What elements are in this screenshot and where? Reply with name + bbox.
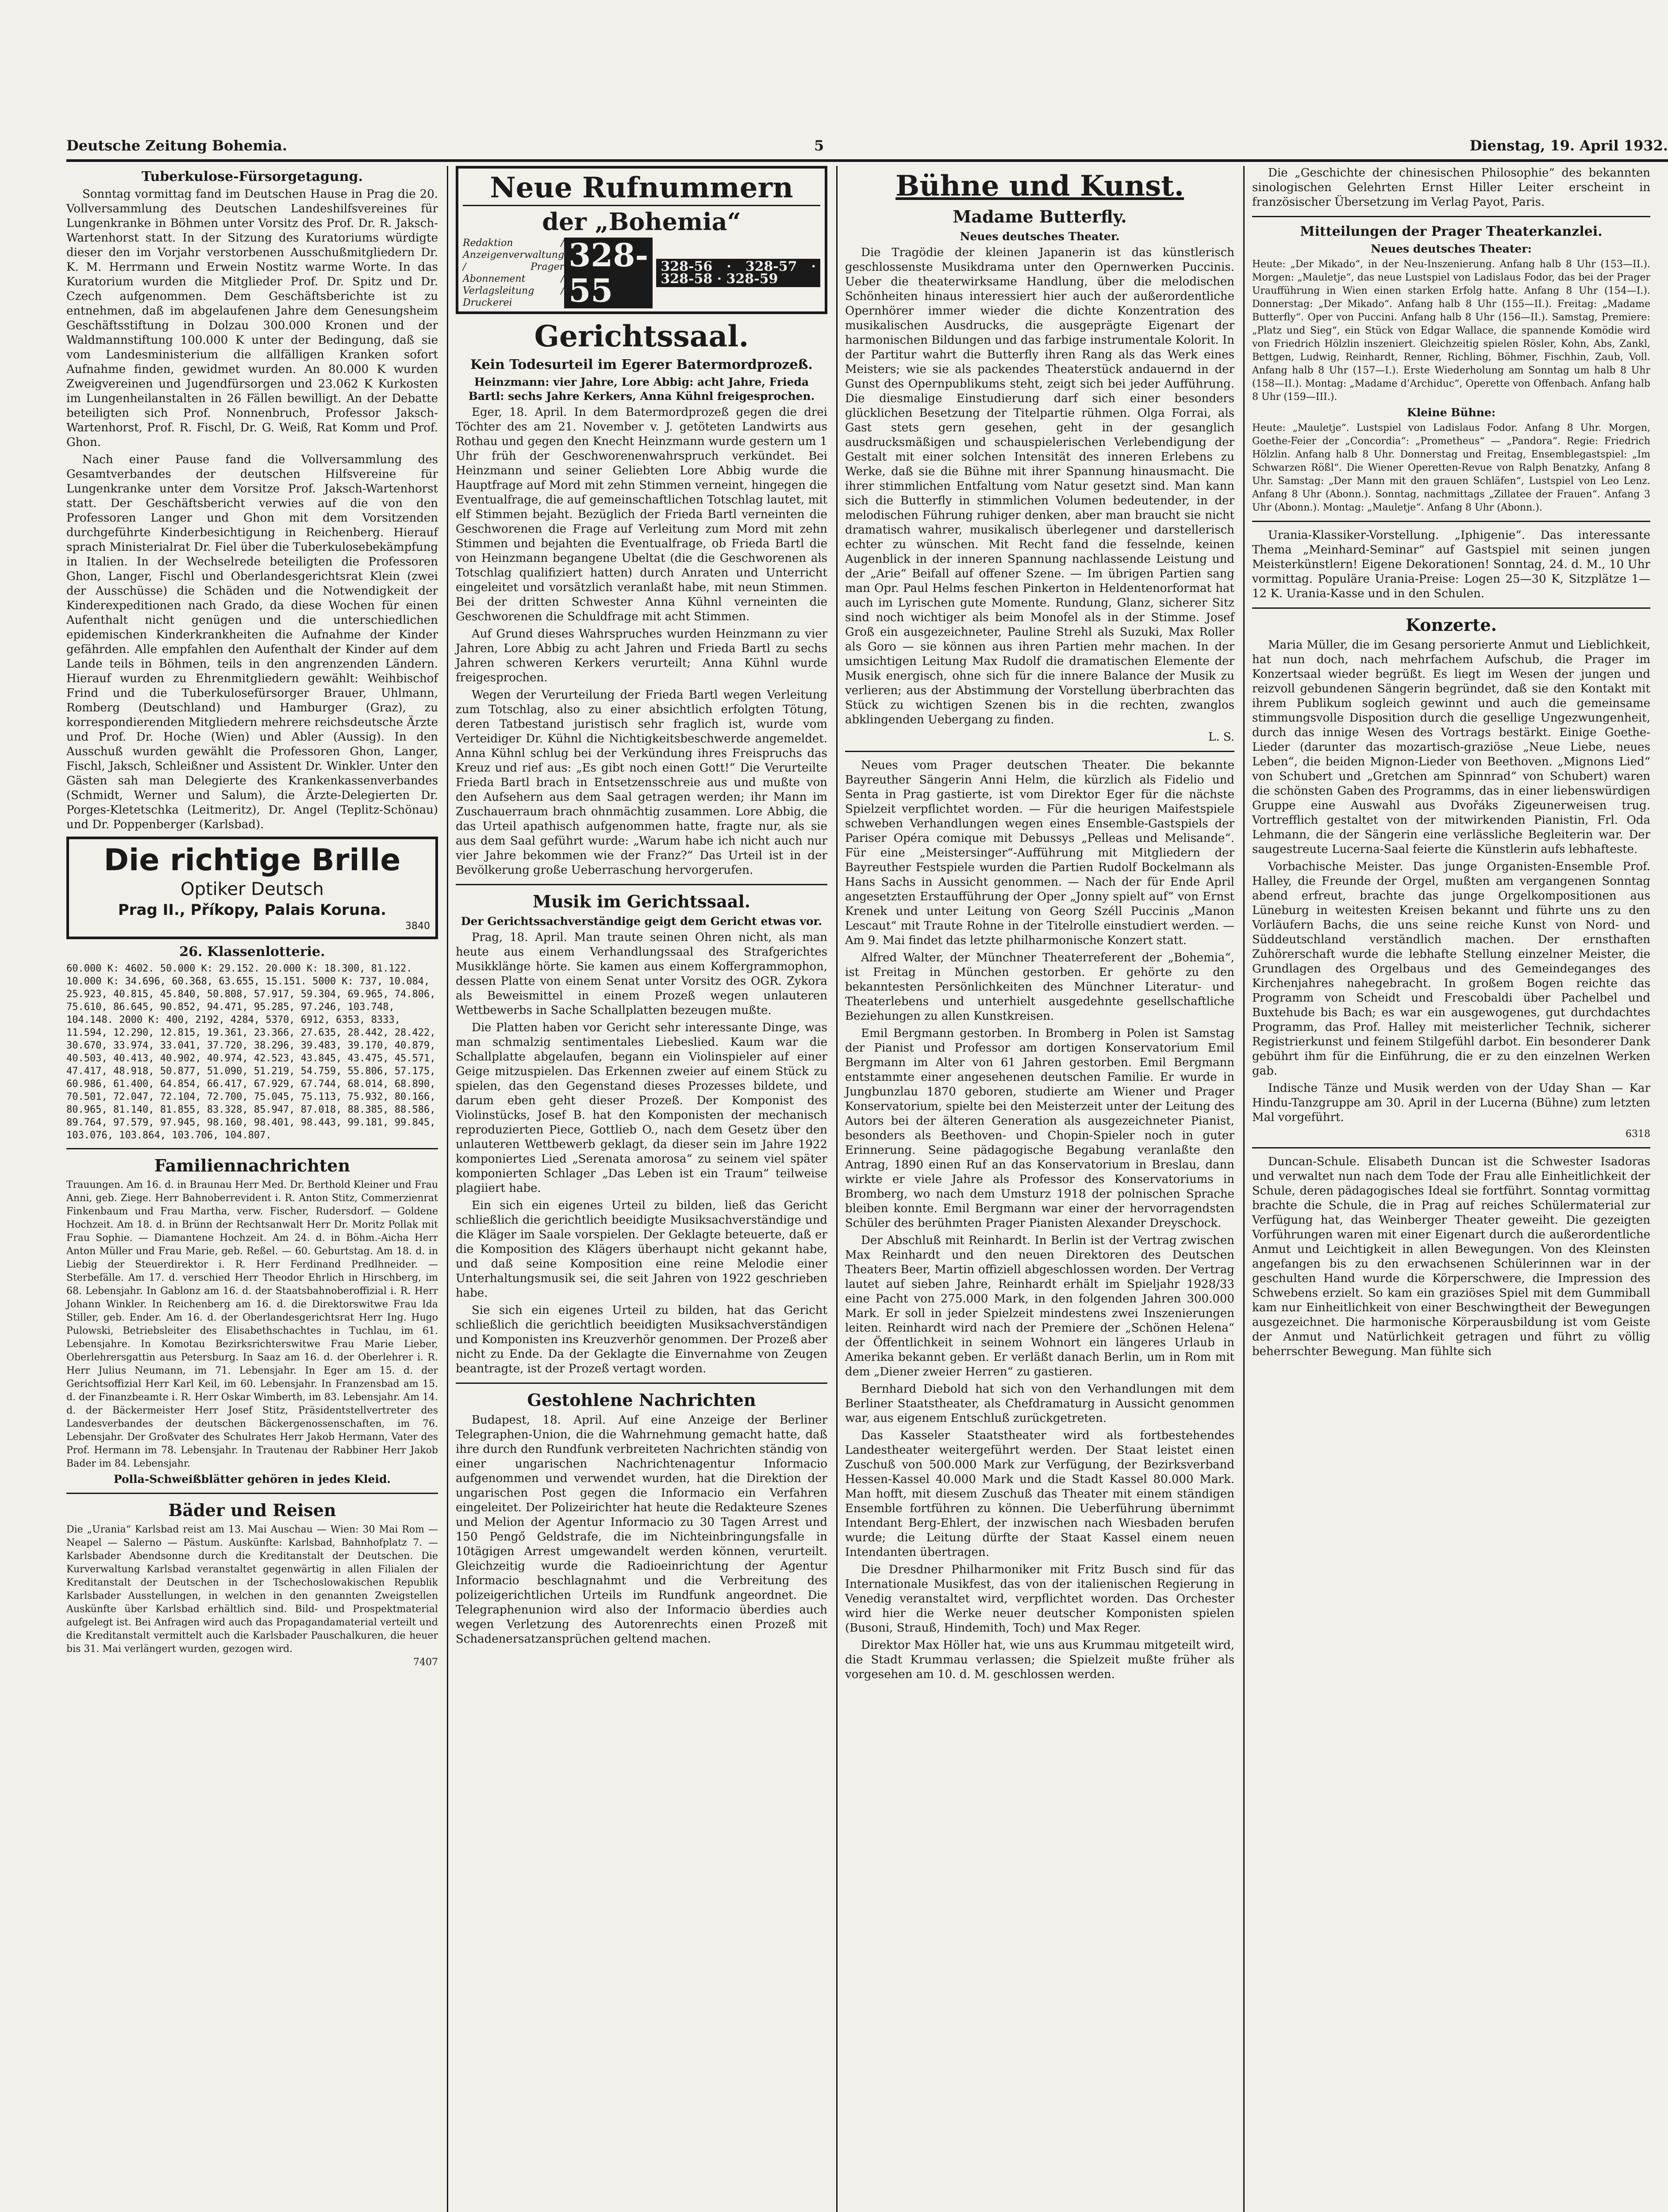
issue-date: Dienstag, 19. April 1932. <box>1469 137 1668 154</box>
arts-news-kassel: Das Kasseler Staatstheater wird als fortbestehendes Landestheater weitergeführt werden. Der Staat leistet einen Zuschuß von 500.000 Mark zur Verfügung, der Bezirksverband Hessen-Kassel 40.000 Mark und die Stadt Kassel 80.000 Mark. Man hofft, mit diesem Zuschuß das Theater mit einem ständigen Ensemble fortführen zu können. Die Ueberführung übernimmt Intendant Berg-Ehlert, der inzwischen nach Wiesbaden berufen wurde; die Leitung dürfte der Staat Kassel einem neuen Intendanten übertragen. <box>845 1429 1234 1559</box>
theater-office-subhead: Neues deutsches Theater: <box>1371 242 1532 255</box>
arts-news-dresden: Die Dresdner Philharmoniker mit Fritz Busch sind für das Internationale Musikfest, das von der italienischen Regierung in Venedig veranstaltet wird, verpflichtet worden. Das Orchester wird hier die Werke neuer deutscher Komponisten spielen (Busoni, Strauß, Hindemith, Toch) und Max Reger. <box>845 1563 1234 1635</box>
music-court-subhead: Der Gerichtssachverständige geigt dem Gericht etwas vor. <box>461 915 822 928</box>
butterfly-subhead: Neues deutsches Theater. <box>960 230 1120 243</box>
baeder-code: 7407 <box>413 1657 438 1668</box>
butterfly-signature: L. S. <box>1208 730 1234 744</box>
small-stage-schedule: Heute: „Mauletje“. Lustspiel von Ladislaus Fodor. Anfang 8 Uhr. Morgen, Goethe-Feier der „Concordia“: „Prometheus“ — „Pandora“. Regie: Friedrich Hölzlin. Anfang halb 8 Uhr. Donnerstag und Freitag, Ensemblegastspiel: „Im Schwarzen Rößl“. Die Wiener Operetten-Revue von Ralph Benatzky, Anfang 8 Uhr. Samstag: „Der Mann mit den grauen Schläfen“, Lustspiel von Leo Lenz. Anfang 8 Uhr (Abonn.). Sonntag, nachmittags „Zillatee der Frauen“. Anfang 3 Uhr (Abonn.). Montag: „Mauletje“. Anfang 8 Uhr (Abonn.). <box>1252 422 1650 513</box>
separator <box>1252 521 1650 522</box>
urania-note: Urania-Klassiker-Vorstellung. „Iphigenie“. Das interessante Thema „Meinhard-Seminar“ auf Gastspiel mit seinen jungen Meisterkünstlern! Eigene Dekorationen! Sonntag, 24. d. M., 10 Uhr vormittag. Populäre Urania-Preise: Logen 25—30 K, Sitzplätze 1—12 K. Urania-Kasse und in den Schulen. <box>1252 529 1650 600</box>
concert-indian-dance: Indische Tänze und Musik werden von der Uday Shan — Kar Hindu-Tanzgruppe am 30. April in der Lucerna (Bühne) zum letzten Mal vorgeführt. <box>1252 1082 1650 1124</box>
arts-news-hoeller: Direktor Max Höller hat, wie uns aus Krummau mitgeteilt wird, die Stadt Krummau verlassen; die Spielzeit mußte früher als vorgesehen am 10. d. M. geschlossen werden. <box>845 1639 1234 1681</box>
music-court-headline: Musik im Gerichtssaal. <box>532 891 751 911</box>
theater-schedule: Heute: „Der Mikado“, in der Neu-Inszenierung. Anfang halb 8 Uhr (153—II.). Morgen: „Mauletje“, das neue Lustspiel von Ladislaus Fodor, das bei der Prager Uraufführung in Wien einen starken Erfolg hatte. Anfang 8 Uhr (154—I.). Donnerstag: „Der Mikado“. Anfang halb 8 Uhr (155—II.). Freitag: „Madame Butterfly“. Oper von Puccini. Anfang halb 8 Uhr (156—II.). Samstag, Premiere: „Platz und Sieg“, ein Stück von Edgar Wallace, die spannende Komödie wird von Friedrich Hölzlin inszeniert. Gleichzeitig spielen Rösler, Kohn, Abs, Zankl, Bettgen, Ludwig, Reinhardt, Renner, Richling, Böhmer, Fischhin, Zaub, Voll. Anfang halb 8 Uhr (157—I.). Erste Wiederholung am Sonntag um halb 8 Uhr (158—II.). Montag: „Madame d’Archiduc“, Operette von Offenbach. Anfang halb 8 Uhr (159—III.). <box>1252 259 1650 403</box>
phone-box-title: Neue Rufnummern <box>463 171 820 206</box>
music-court-paragraph-4: Sie sich ein eigenes Urteil zu bilden, hat das Gericht schließlich die gerichtlich beeidigten Musiksachverständigen und Komponisten ins Kreuzverhör genommen. Der Prozeß aber nicht zu Ende. Da der Geklagte die Einvernahme von Zeugen beantragte, ist der Prozeß vertagt worden. <box>456 1304 827 1375</box>
separator <box>456 884 827 885</box>
lotto-results: 60.000 K: 4602. 50.000 K: 29.152. 20.000 K: 18.300, 81.122. 10.000 K: 34.696, 60.368, 63.655, 15.151. 5000 K: 737, 10.084, 25.923, 40.815, 45.840, 50.808, 57.917, 59.304, 69.965, 74.806, 75.610, 86.645, 90.852, 94.471, 95.285, 97.246, 103.748, 104.148. 2000 K: 400, 2192, 4284, 5370, 6912, 6353, 8333, 11.594, 12.290, 12.815, 19.361, 23.366, 27.635, 28.442, 28.422, 30.670, 33.974, 33.041, 37.720, 38.296, 39.483, 39.170, 40.879, 40.503, 40.413, 40.902, 40.974, 42.523, 43.845, 43.475, 45.571, 47.417, 48.918, 50.877, 51.090, 51.219, 54.759, 55.806, 57.175, 60.986, 61.400, 64.854, 66.417, 67.929, 67.744, 68.014, 68.890, 70.501, 72.047, 72.104, 72.700, 75.045, 75.113, 75.932, 80.166, 80.965, 81.140, 81.855, 83.328, 85.947, 87.018, 88.385, 88.586, 89.764, 97.579, 97.945, 98.160, 98.401, 98.443, 99.181, 99.845, 103.076, 103.864, 103.706, 104.807. <box>66 963 436 1141</box>
arts-news-theater: Neues vom Prager deutschen Theater. Die bekannte Bayreuther Sängerin Anni Helm, die kürzlich als Fidelio und Senta in Prag gastierte, ist vom Direktor Eger für die nächste Spielzeit verpflichtet worden. — Für die heurigen Maifestspiele schweben Verhandlungen wegen eines Ensemble-Gastspiels der Pariser Opéra comique mit Debussys „Pelleas und Melisande“. Für eine „Meistersinger“-Aufführung mit Mitgliedern der Bayreuther Festspiele wurden die Partien Rudolf Bockelmann als Hans Sachs in Aussicht genommen. — Nach der für Ende April angesetzten Erstaufführung der Oper „Jonny spielt auf“ von Ernst Krenek und unter Leitung von Georg Széll Puccinis „Manon Lescaut“ mit Traute Rohne in der Titelrolle einstudiert werden. — Am 9. Mai findet das letzte philharmonische Konzert statt. <box>845 759 1234 947</box>
ad-name: Optiker Deutsch <box>181 879 324 899</box>
music-court-paragraph-1: Prag, 18. April. Man traute seinen Ohren nicht, als man heute aus einem Verhandlungssaal des Strafgerichtes Musikklänge hörte. Sie kamen aus einem Koffergrammophon, dessen Platte von einem Senat unter Vorsitz des OGR. Zykora als Beweismittel in einem Prozeß wegen unlauteren Wettbewerbs in Sache Schallplatten bezeugen mußte. <box>456 931 827 1017</box>
baeder-headline: Bäder und Reisen <box>168 1500 336 1520</box>
phone-numbers-box <box>456 166 827 314</box>
column-rule <box>836 166 838 2212</box>
column-rule <box>447 166 448 2212</box>
phone-box-labels: Redaktion / Anzeigenverwaltung / Prager Abonnement / Verlagsleitung / Druckerei <box>463 238 565 308</box>
separator <box>66 1493 438 1494</box>
theater-office-headline: Mitteilungen der Prager Theaterkanzlei. <box>1300 224 1603 239</box>
small-stage-subhead: Kleine Bühne: <box>1407 406 1496 419</box>
page-header <box>66 137 1668 155</box>
family-headline: Familiennachrichten <box>154 1156 350 1175</box>
arts-news-bergmann: Emil Bergmann gestorben. In Bromberg in Polen ist Samstag der Pianist und Professor am dortigen Konservatorium Emil Bergmann im Alter von 61 Jahren gestorben. Emil Bergmann entstammte einer angesehenen deutschen Familie. Er wurde in Jungbunzlau 1870 geboren, studierte am Wiener und Prager Konservatorium, spielte bei den Meisterzeit unter der Leitung des Autors bei der älteren Generation als ausgezeichneter Pianist, besonders als Beethoven- und Chopin-Spieler noch in guter Erinnerung. Seine pädagogische Begabung veranlaßte den Antrag, 1890 einen Ruf an das Konservatorium in Breslau, dann wirkte er viele Jahre als Professor des Konservatoriums in Bromberg, wo nach dem Umsturz 1918 der polnischen Sprache bleiben konnte. Emil Bergmann war einer der hervorragendsten Schüler des berühmten Prager Pianisten Alexander Dreyschock. <box>845 1027 1234 1230</box>
court-paragraph-1: Eger, 18. April. In dem Batermordprozeß gegen die drei Töchter des am 21. November v. J. getöteten Landwirts aus Rothau und gegen den Knecht Heinzmann wurde gestern um 1 Uhr früh der Geschworenenwahrspruch verkündet. Bei Heinzmann und seiner Geliebten Lore Abbig wurde die Hauptfrage auf Mord mit zehn Stimmen verneint, hingegen die Eventualfrage, die auf gemeinschaftlichen Totschlag lautet, mit elf Stimmen bejaht. Bezüglich der Frieda Bartl verneinten die Geschworenen die Frage auf Verleitung zum Mord mit zehn Stimmen und bejahten die Eventualfrage, ob Frieda Bartl die von Heinzmann begangene Ubeltat (die die Geschworenen als Totschlag qualifiziert hatten) durch Anraten und Unterricht eingeleitet und vorsätzlich veranlaßt habe, mit neun Stimmen. Bei der dritten Schwester Anna Kühnl verneinten die Geschworenen die Schuldfrage mit acht Stimmen. <box>456 406 827 623</box>
column-4 <box>1252 166 1650 2212</box>
separator <box>1252 216 1650 217</box>
phone-box-subtitle: der „Bohemia“ <box>542 207 741 236</box>
separator <box>845 751 1234 752</box>
tb-paragraph-2: Nach einer Pause fand die Vollversammlung des Gesamtverbandes der deutschen Hilfsvereine für Lungenkranke unter dem Vorsitze Prof. Jaksch-Wartenhorst statt. Der Geschäftsbericht verwies auf die von den Professoren Langer und Ghon mit dem Vorsitzenden durchgeführte Kinderbesichtigung in Reichenberg. Hierauf sprach Ministerialrat Dr. Fiel über die Tuberkulosebekämpfung in Italien. In der Wechselrede beteiligten die Professoren Ghon, Langer, Fischl und Oberlandesgerichtsrat Klein (zwei der Ausschüsse) die Schäden und die Notwendigkeit der Kinderexpeditionen nach Grado, da diese Wochen für einen Aufenthalt nicht genügen und die unterschiedlichen epidemischen Kinderkrankheiten die Aufnahme der Kinder gefährden. Alle empfahlen den Aufenthalt der Kinder auf dem Lande teils in Böhmen, teils in den angrenzenden Ländern. Hierauf wurden zu Ehrenmitgliedern gewählt: Weihbischof Frind und die Tuberkulosefürsorger Brauer, Uhlmann, Romberg (Deutschland) und Hamburger (Graz), zu korrespondierenden Mitgliedern mehrere reichsdeutsche Ärzte und Prof. Dr. Hoche (Wien) und Abler (Aussig). In den Ausschuß wurden gewählt die Professoren Ghon, Langer, Fischl, Jaksch, Schleißner und Assistent Dr. Winkler. Unter den Gästen sah man Delegierte des Krankenkassenverbandes (Schmidt, Werner und Salum), die Ärzte-Delegierten Dr. Porges-Kletetschka (Leitmeritz), Dr. Angel (Teplitz-Schönau) und Dr. Poppenberger (Karlsbad). <box>66 453 438 831</box>
phone-box-row <box>463 237 820 309</box>
concert-code: 6318 <box>1626 1129 1650 1140</box>
court-paragraph-2: Auf Grund dieses Wahrspruches wurden Heinzmann zu vier Jahren, Lore Abbig zu acht Jahren und Frieda Bartl zu sechs Jahren schweren Kerkers verurteilt; Anna Kühnl wurde freigesprochen. <box>456 627 827 684</box>
arts-section-headline: Bühne und Kunst. <box>895 169 1184 203</box>
lotto-headline: 26. Klassenlotterie. <box>179 944 325 960</box>
masthead-title: Deutsche Zeitung Bohemia. <box>66 137 288 154</box>
column-3 <box>845 166 1234 2212</box>
duncan-school: Duncan-Schule. Elisabeth Duncan ist die Schwester Isadoras und verwaltet nun nach dem Tode der Frau alle Einheitlichkeit der Schule, deren pädagogisches Ideal sie fortführt. Sonntag vormittag brachte die Schule, die in Prag auf reiches Schülermaterial zur Verfügung hat, das Weinberger Theater geweiht. Die gezeigten Vorführungen waren mit einer Eigenart durch die außerordentliche Anmut und Leichtigkeit in allen Bewegungen. Von des Kleinsten angefangen bis zu den erwachsenen Schülerinnen war in der geschulten Hand wurde die Körperschwere, die Impression des Schwebens erzielt. So kam ein graziöses Spiel mit dem Gummiball kam nur Einheitlichkeit von einer Beschwingtheit der Bewegungen ausgezeichnet. Die harmonische Körperausbildung ist vom Geiste der Anmut und Natürlichkeit getragen und führt zu völlig beherrschter Bewegung. Man fühlte sich <box>1252 1155 1650 1358</box>
column-2 <box>456 166 827 2212</box>
newspaper-page <box>66 66 1668 2212</box>
music-court-paragraph-2: Die Platten haben vor Gericht sehr interessante Dinge, was man schmalzig sentimentales Liebeslied. Kaum war die Schallplatte abgelaufen, begann ein Violinspieler auf einer Geige mitzuspielen. Das Erkennen zweier auf einem Stück zu spielen, das den Gegenstand dieses Prozesses bildete, und darum eben geht dieser Prozeß. Der Komponist des Violinstücks, Josef B. hat den Komponisten der mechanisch reproduzierten Piece, Gottlieb O., nach dem Gesetz über den unlauteren Wettbewerb geklagt, da dieser sein im Jahre 1922 komponiertes Lied „Serenata amorosa“ zu seinem viel später komponierten Schlager „Das Leben ist ein Traum“ teilweise plagiiert habe. <box>456 1021 827 1195</box>
court-article-1-headline: Kein Todesurteil im Egerer Batermordprozeß. <box>470 357 813 373</box>
butterfly-review: Die Tragödie der kleinen Japanerin ist das künstlerisch geschlossenste Musikdrama unter den Opernwerken Puccinis. Ueber die theaterwirksame Handlung, über die melodischen Schönheiten hinaus interessiert hier auch der außerordentliche Opernhörer immer wieder die dichte Konzentration des musikalischen Ausdrucks, die ausgeprägte Eigenart der harmonischen Bildungen und das farbige instrumentale Kolorit. In der Partitur wahrt die Butterfly ihren Rang als das Werk eines Meisters; wie sie als packendes Theaterstück andauernd in der Gunst des Opernpublikums steht, zeigt sich bei jeder Aufführung. Die diesmalige Einstudierung darf sich einer besonders glücklichen Besetzung der Titelpartie rühmen. Olga Forrai, als Gast stets gern gesehen, geht in der gesanglich ausdrucksmäßigen und schauspielerischen Verlebendigung der Gestalt mit einer solchen Intensität des inneren Erlebens zu Werke, daß sie die Bühne mit ihrer Spannung hinausmacht. Die ihrer stimmlichen Entfaltung vom Natur gesetzt sind. Man kann sich die Butterfly in stimmlichen Volumen bedeutender, in der melodischen Führung ruhiger denken, aber man braucht sie nicht dramatisch wahrer, musikalisch überlegener und darstellerisch echter zu wünschen. Mit Recht fand die fesselnde, keinen Augenblick in der inneren Spannung nachlassende Leistung und der „Arie“ Beifall auf offener Szene. — Im übrigen Partien sang man Opr. Paul Helms feschen Pinkerton in Heldentenorformat hat auch im Lyrischen gute Momente. Rundung, Glanz, sicherer Sitz sind noch wichtiger als beim Monofel als in der Stimme. Josef Groß ein ausgezeichneter, Pauline Strehl als Suzuki, Max Roller als Goro — sie können aus ihren Partien mehr machen. In der umsichtigen Leitung Max Rudolf die dramatischen Elemente der Musik energisch, ohne sich für die innere Balance der Musik zu verlieren; aus der Abstimmung der Vorstellung überbrachten das Stück zu wichtigen Szenen bis in die rechten, zwanglos abklingenden Uebergang zu finden. <box>845 246 1234 726</box>
concerts-headline: Konzerte. <box>1406 615 1497 635</box>
page-number: 5 <box>814 137 824 154</box>
phone-main-number: 328-55 <box>564 238 653 308</box>
optiker-advertisement <box>66 837 438 939</box>
concert-organ: Vorbachische Meister. Das junge Organisten-Ensemble Prof. Halley, die Freunde der Orgel, mußten am vergangenen Sonntag abend erfreut, brachte das junge Orgelkompositionen aus Lüneburg in weitesten Kreisen bekannt und führte uns zu den Vorläufern Bachs, die uns seine reiche Kunst von Nord- und Süddeutschland verständlich machen. Der ernsthaften Zuhörerschaft wurde die lebhafte Stellung einzelner Meister, die Grundlagen des Orgelbaus und des Gemeindeganges des Kirchenjahres nahegebracht. In großem Bogen reichte das Programm von Scheidt und Frescobaldi über Pachelbel und Buxtehude bis Bach; es war ein ausgewogenes, gut durchdachtes Programm, das Prof. Halley mit meisterlicher Technik, sicherer Registrierkunst und feinem Stilgefühl darbot. Ein besonderer Dank gebührt ihm für die Einführung, die er zu den einzelnen Werken gab. <box>1252 860 1650 1078</box>
ad-code: 3840 <box>405 921 430 932</box>
tb-headline: Tuberkulose-Fürsorgetagung. <box>141 169 363 184</box>
column-rule <box>1243 166 1245 2212</box>
butterfly-headline: Madame Butterfly. <box>953 207 1127 227</box>
court-article-1-subhead: Heinzmann: vier Jahre, Lore Abbig: acht Jahre, Frieda Bartl: sechs Jahre Kerkers, Anna Kühnl freigesprochen. <box>468 376 815 403</box>
philosophy-note: Die „Geschichte der chinesischen Philosophie“ des bekannten sinologischen Gelehrten Ernst Hiller Leiter erscheint in französischer Übersetzung im Verlag Payot, Paris. <box>1252 166 1650 209</box>
separator <box>1252 607 1650 609</box>
arts-news-walter: Alfred Walter, der Münchner Theaterreferent der „Bohemia“, ist Freitag in München gestorben. Er gehörte zu den bekanntesten Persönlichkeiten des Münchner Literatur- und Theaterlebens und unterhielt ausgedehnte gesellschaftliche Beziehungen zu allen Kunstkreisen. <box>845 951 1234 1023</box>
column-1 <box>66 166 438 2212</box>
music-court-paragraph-3: Ein sich ein eigenes Urteil zu bilden, ließ das Gericht schließlich die gerichtlich beeidigte Musiksachverständige und die Kläger im Saale vorspielen. Der Geklagte beteuerte, daß er die Komposition des Klägers überhaupt nicht gekannt habe, und daß seine Komposition eine reine Melodie einer Unterhaltungsmusik sei, die seit Jahren von 1922 geschrieben habe. <box>456 1199 827 1300</box>
arts-news-diebold: Bernhard Diebold hat sich von den Verhandlungen mit dem Berliner Staatstheater, als Chefdramaturg in Aussicht genommen war, aus eigenem Entschluß zurückgetreten. <box>845 1382 1234 1425</box>
tb-paragraph-1: Sonntag vormittag fand im Deutschen Hause in Prag die 20. Vollversammlung des Deutschen Landeshilfsvereines für Lungenkranke in Böhmen unter Vorsitz des Prof. Dr. R. Jaksch-Wartenhorst statt. In der Sitzung des Kuratoriums würdigte dieser den im Vorjahr verstorbenen Ausschußmitgliedern Dr. K. M. Herrmann und Erwein Nostitz warme Worte. In das Kuratorium wurden die Mitglieder Prof. Dr. Spitz und Dr. Czech aufgenommen. Dem Geschäftsberichte ist zu entnehmen, daß im abgelaufenen Jahre dem Genesungsheim Geschäftsstiftung in Dolzau 300.000 Kronen und der Waldmannstiftung 100.000 K unter der Bedingung, daß sie vom Landesministerium die allfälligen Kranken sofort Aufnahme finden, gewidmet wurden. An 80.000 K wurden Zweigvereinen und Jugendfürsorgen und 23.062 K Kurkosten im Lungenheilanstalten in 26 Fällen bewilligt. An der Debatte beteiligten sich Prof. Nonnenbruch, Professor Jaksch-Wartenhorst, Prof. R. Fischl, Dr. G. Weiß, Rat Komm und Prof. Ghon. <box>66 188 438 449</box>
concert-mueller: Maria Müller, die im Gesang persorierte Anmut und Lieblichkeit, hat nun doch, nach mehrfachem Aufschub, die Prager im Konzertsaal wieder begrüßt. Es liegt im Wesen der jungen und reizvoll gebundenen Sängerin begründet, daß sie den Kontakt mit ihrem Publikum sogleich gewinnt und auch die gemeinsame stimmungsvolle Disposition durch die gesellige Ungezwungenheit, durch das innige Wesen des Vortrags bestärkt. Einige Goethe-Lieder (darunter das mozartisch-graziöse „Neue Liebe, neues Leben“, die beiden Mignon-Lieder von Beethoven. „Mignons Lied“ von Schubert und „Gretchen am Spinnrad“ von Schubert) waren die schönsten Gaben des Programms, das in einer liebenswürdigen Gruppe eine Auswahl aus Dvořáks Zigeunerweisen trug. Vortrefflich gestaltet von der mitwirkenden Pianistin, Frl. Oda Lehmann, die der Sängerin eine verlässliche Begleiterin war. Der saugestreute Lucerna-Saal feierte die Künstlerin aufs lebhafteste. <box>1252 638 1650 856</box>
phone-extra-numbers: 328-56 · 328-57 · 328-58 · 328-59 <box>656 259 820 287</box>
separator <box>1252 1147 1650 1148</box>
ad-title: Die richtige Brille <box>104 843 401 878</box>
baeder-text: Die „Urania“ Karlsbad reist am 13. Mai Auschau — Wien: 30 Mai Rom — Neapel — Salerno — Pästum. Auskünfte: Karlsbad, Bahnhofplatz 7. — Karlsbader Abendsonne durch die Kreditanstalt der Deutschen. Die Kurverwaltung Karlsbad veranstaltet gegenwärtig in allen Filialen der Kreditanstalt der Deutschen in der Tschechoslowakischen Republik Karlsbader Ausstellungen, in welchen in den genannten Zweigstellen Auskünfte über Karlsbad erhältlich sind. Bild- und Prospektmaterial aufgelegt ist. Bei Anfragen wird auch das Propagandamaterial verteilt und die Kreditanstalt vermittelt auch die Karlsbader Pauschalkuren, die heuer bis 31. Mai verlängert wurden, gezogen wird. <box>66 1524 438 1655</box>
arts-news-reinhardt: Der Abschluß mit Reinhardt. In Berlin ist der Vertrag zwischen Max Reinhardt und den neuen Direktoren des Deutschen Theaters Beer, Martin offiziell abgeschlossen worden. Der Vertrag lautet auf sieben Jahre, Reinhardt erhält im Spieljahr 1928/33 eine Pacht von 275.000 Mark, in den folgenden Jahren 300.000 Mark. Er soll in jeder Spielzeit mindestens zwei Inszenierungen leiten. Reinhardt wird nach der Premiere der „Schönen Helena“ der Öffentlichkeit in seinem Wohnort ein längeres Urlaub in Amerika bekannt geben. Er verläßt danach Berlin, um in Rom mit dem „Diener zweier Herren“ zu gastieren. <box>845 1234 1234 1379</box>
stolen-news-headline: Gestohlene Nachrichten <box>527 1390 756 1410</box>
court-paragraph-3: Wegen der Verurteilung der Frieda Bartl wegen Verleitung zum Totschlag, also zu einer absichtlich erfolgten Tötung, deren Tatbestand juristisch sehr fraglich ist, wurde vom Verteidiger Dr. Kühnl die Nichtigkeitsbeschwerde angemeldet. Anna Kühnl schlug bei der Verkündung ihres Freispruchs das Kreuz und rief aus: „Es gibt noch einen Gott!“ Die Verurteilte Frieda Bartl brach in Entsetzensschreie aus und mußte von den Aufsehern aus dem Saal getragen werden; ihr Mann im Zuschauerraum brach ohnmächtig zusammen. Lore Abbig, die das Urteil apathisch aufgenommen hatte, fragte nur, als sie aus dem Saal geführt wurde: „Warum habe ich nicht auch nur vier Jahre bekommen wie der Franz?“ Das Urteil ist in der Bevölkerung große Ueberraschung hervorgerufen. <box>456 688 827 877</box>
stolen-news-paragraph: Budapest, 18. April. Auf eine Anzeige der Berliner Telegraphen-Union, die die Wahrnehmung gemacht hatte, daß ihre durch den Rundfunk verbreiteten Nachrichten ständig von einer ungarischen Nachrichtenagentur Informacio aufgenommen und verwendet wurden, hat die Direktion der ungarischen Post gegen die Informacio ein Verfahren eingeleitet. Der Polizeirichter hat heute die Redakteure Szenes und Melion der Agentur Informacio zu 30 Tagen Arrest und 150 Pengő Geldstrafe, die im Nichteinbringungsfalle in 10tägigen Arrest umgewandelt werden können, verurteilt. Gleichzeitig wurde die Radioeinrichtung der Agentur Informacio beschlagnahmt und die Verbreitung des polizeigerichtlichen Urteils im Rundfunk angeordnet. Die Telegraphenunion wird also der Informacio überdies auch wegen Verletzung des Autorenrechts einen Prozeß mit Schadenersatzansprüchen geltend machen. <box>456 1413 827 1646</box>
ad-address: Prag II., Příkopy, Palais Koruna. <box>118 901 387 919</box>
separator <box>456 1382 827 1384</box>
separator <box>66 1148 438 1149</box>
header-rule <box>66 159 1668 162</box>
court-headline: Gerichtssaal. <box>534 319 749 353</box>
family-text: Trauungen. Am 16. d. in Braunau Herr Med. Dr. Berthold Kleiner und Frau Anni, geb. Ziege. Herr Bahnoberrevident i. R. Anton Stitz, Commerzienrat Finkenbaum und Frau Martha, verw. Fischer, Rudersdorf. — Goldene Hochzeit. Am 18. d. in Brünn der Rechtsanwalt Herr Dr. Moritz Pollak mit Frau Sophie. — Diamantene Hochzeit. Am 24. d. in Böhm.-Aicha Herr Anton Müller und Frau Marie, geb. Reßel. — 60. Geburtstag. Am 18. d. in Liebig der Steuerdirektor i. R. Herr Ferdinand Predlhneider. — Sterbefälle. Am 17. d. verschied Herr Theodor Ehrlich in Hirschberg, im 68. Lebensjahr. In Gablonz am 16. d. der Staatsbahnoberoffizial i. R. Herr Johann Winkler. In Reichenberg am 16. d. die Direktorswitwe Frau Ida Stiller, geb. Ender. Am 16. d. der Oberlandesgerichtsrat Herr Ing. Hugo Pulowski, Betriebsleiter des Elisabethschachtes in Tuchlau, im 61. Lebensjahre. In Komotau Bezirksrichterswitwe Frau Marie Lieber, Oberlehrersgattin aus Petersburg. In Saaz am 16. d. der Oberlehrer i. R. Herr Julius Neumann, im 71. Lebensjahr. In Eger am 15. d. der Gerichtsoffizial Herr Karl Keil, im 60. Lebensjahr. In Franzensbad am 15. d. der Finanzbeamte i. R. Herr Oskar Wimberth, im 83. Lebensjahr. Am 14. d. der Bäckermeister Herr Josef Stitz, Präsidentstellvertreter des Landesverbandes der deutschen Bäckergenossenschaften, im 76. Lebensjahr. Der Großvater des Schulrates Herr Jakob Hermann, Vater des Prof. Hermann im 78. Lebensjahr. In Trautenau der Rabbiner Herr Jakob Bader im 84. Lebensjahr. <box>66 1179 438 1469</box>
family-note: Polla-Schweißblätter gehören in jedes Kleid. <box>113 1473 391 1486</box>
